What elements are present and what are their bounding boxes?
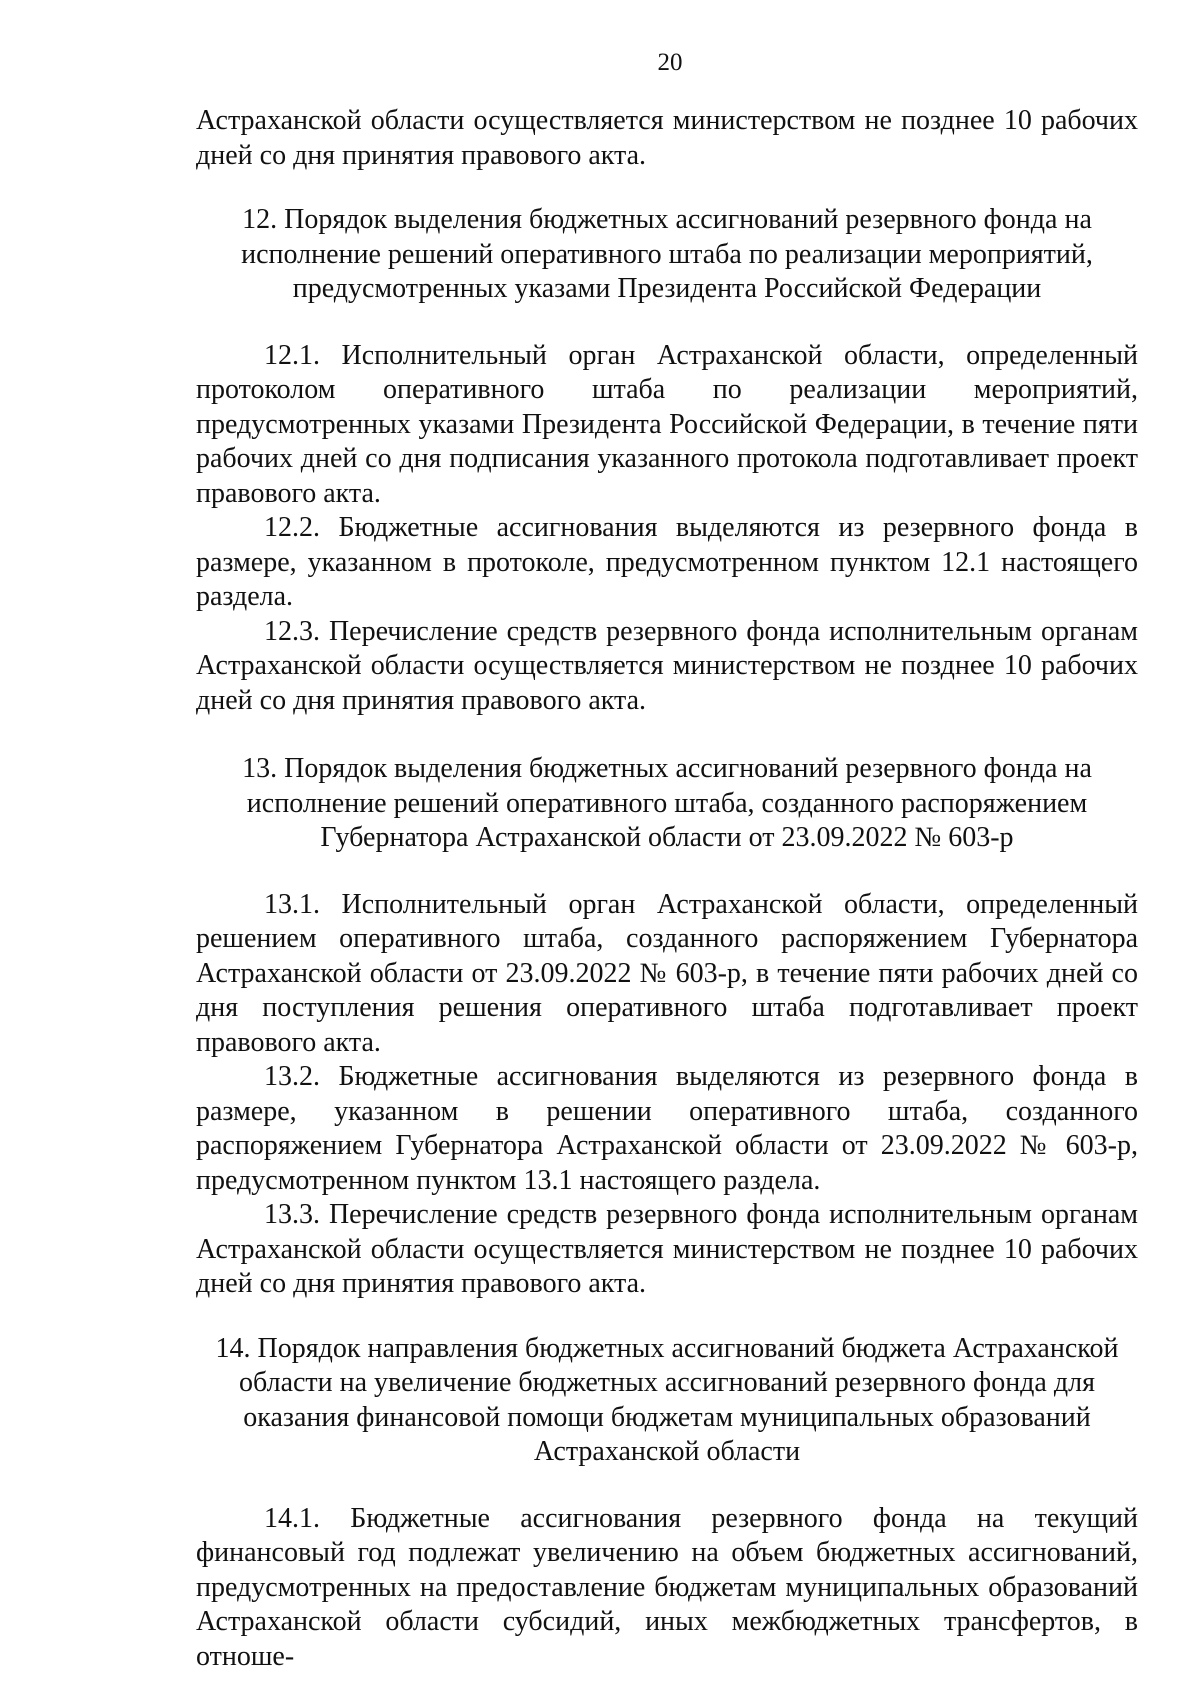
section-heading-13: 13. Порядок выделения бюджетных ассигнований резервного фонда на исполнение решений оперативного штаба, созданного распоряжением Губернатора Астраханской области от 23.09.2022 № 603-р xyxy=(242,753,1092,853)
section-heading-14: 14. Порядок направления бюджетных ассигнований бюджета Астраханской области на увеличение бюджетных ассигнований резервного фонда для оказания финансовой помощи бюджетам муниципальных образований Астраханской области xyxy=(215,1332,1119,1467)
section-heading-12: 12. Порядок выделения бюджетных ассигнований резервного фонда на исполнение решений оперативного штаба по реализации мероприятий, предусмотренных указами Президента Российской Федерации xyxy=(241,204,1093,304)
paragraph-14-1: 14.1. Бюджетные ассигнования резервного фонда на текущий финансовый год подлежат увеличению на объем бюджетных ассигнований, предусмотренных на предоставление бюджетам муниципальных образований Астраханской области субсидий, иных межбюджетных трансфертов, в отноше- xyxy=(196,1502,1138,1672)
paragraph-12-3: 12.3. Перечисление средств резервного фонда исполнительным органам Астраханской области осуществляется министерством не позднее 10 рабочих дней со дня принятия правового акта. xyxy=(196,615,1138,716)
paragraph-13-3: 13.3. Перечисление средств резервного фонда исполнительным органам Астраханской области осуществляется министерством не позднее 10 рабочих дней со дня принятия правового акта. xyxy=(196,1199,1138,1299)
document-body xyxy=(196,104,1138,1674)
paragraph-13-2: 13.2. Бюджетные ассигнования выделяются из резервного фонда в размере, указанном в решении оперативного штаба, созданного распоряжением Губернатора Астраханской области от 23.09.2022 № 603-р, предусмотренном пунктом 13.1 настоящего раздела. xyxy=(196,1061,1138,1196)
paragraph-12-2: 12.2. Бюджетные ассигнования выделяются из резервного фонда в размере, указанном в протоколе, предусмотренном пунктом 12.1 настоящего раздела. xyxy=(196,512,1138,612)
page-number: 20 xyxy=(657,49,683,76)
paragraph-13-1: 13.1. Исполнительный орган Астраханской области, определенный решением оперативного штаба, созданного распоряжением Губернатора Астраханской области от 23.09.2022 № 603-р, в течение пяти рабочих дней со дня поступления решения оперативного штаба подготавливает проект правового акта. xyxy=(196,888,1138,1058)
paragraph-12-1: 12.1. Исполнительный орган Астраханской области, определенный протоколом оперативного штаба по реализации мероприятий, предусмотренных указами Президента Российской Федерации, в течение пяти рабочих дней со дня подписания указанного протокола подготавливает проект правового акта. xyxy=(196,339,1138,509)
continuation-paragraph: Астраханской области осуществляется министерством не позднее 10 рабочих дней со дня принятия правового акта. xyxy=(196,105,1138,171)
